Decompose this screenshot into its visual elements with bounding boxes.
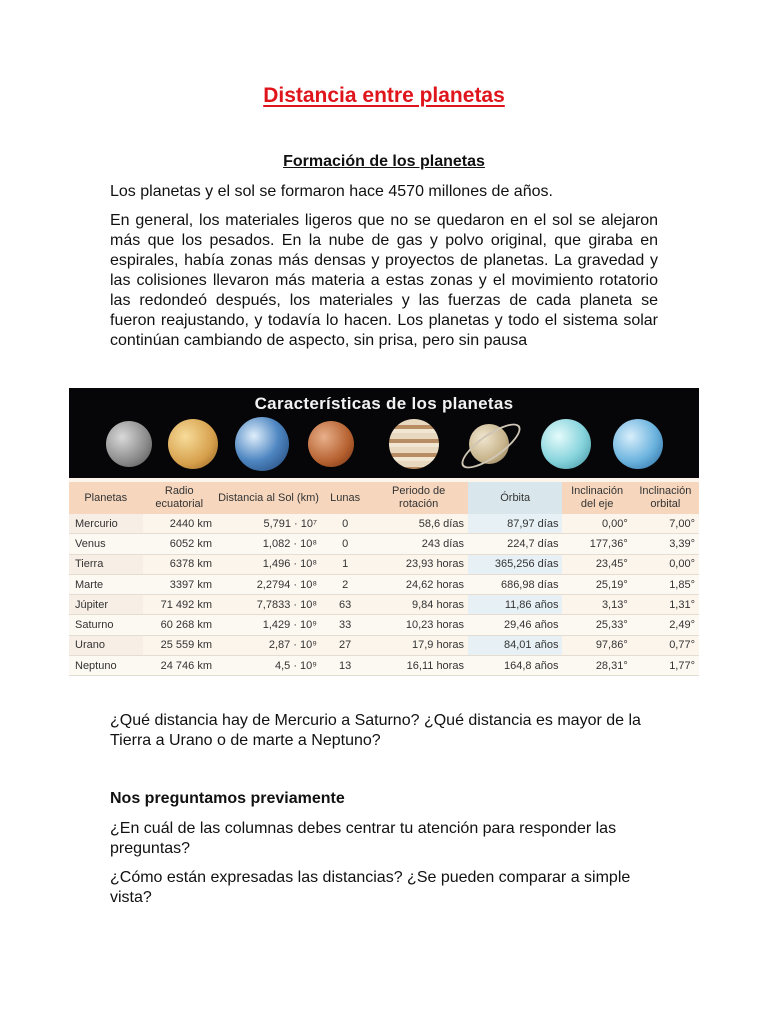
table-cell: 686,98 días [468,574,562,594]
table-cell: Venus [69,534,143,554]
earth-icon [235,417,289,471]
section-title: Formación de los planetas [283,153,485,170]
table-cell: 0 [321,514,369,534]
table-row [69,574,699,594]
table-cell: 0,00° [562,514,631,534]
table-cell: 0 [321,534,369,554]
question-expression: ¿Cómo están expresadas las distancias? ¿Se pueden comparar a simple vista? [110,869,631,906]
table-cell: 71 492 km [143,595,217,615]
table-cell: 1,496 · 10⁸ [216,554,321,574]
table-cell: 9,84 horas [369,595,468,615]
mars-icon [308,421,354,467]
uranus-icon [541,419,591,469]
planets-banner-title: Características de los planetas [254,394,514,413]
table-cell: 28,31° [562,656,631,676]
table-cell: 25,19° [562,574,631,594]
mercury-icon [106,421,152,467]
table-cell: 0,77° [632,635,699,655]
table-row [69,534,699,554]
table-cell: 60 268 km [143,615,217,635]
table-cell: 33 [321,615,369,635]
table-cell: 27 [321,635,369,655]
table-cell: 2,49° [632,615,699,635]
table-cell: Tierra [69,554,143,574]
intro-paragraph: Los planetas y el sol se formaron hace 4570 millones de años. [110,183,553,200]
document-title: Distancia entre planetas [263,84,505,107]
previous-questions-heading: Nos preguntamos previamente [110,790,345,807]
table-header-cell: Planetas [69,482,143,514]
table-cell: 1 [321,554,369,574]
table-cell: 63 [321,595,369,615]
table-cell: 5,791 · 10⁷ [216,514,321,534]
table-body [69,514,699,676]
table-row [69,514,699,534]
planets-banner [69,388,699,478]
jupiter-icon [389,419,439,469]
table-header-cell: Inclinación del eje [562,482,631,514]
formation-paragraph: En general, los materiales ligeros que no se quedaron en el sol se alejaron más que los pesados. En la nube de gas y polvo original, que giraba en espirales, había zonas más densas y proyectos de planetas. La gravedad y las colisiones llevaron más materia a estas zonas y el movimiento rotatorio las redondeó después, los materiales y las fuerzas de cada planeta se fueron reajustando, y todavía lo hacen. Los planetas y todo el sistema solar continúan cambiando de aspecto, sin prisa, pero sin pausa [110,212,658,349]
table-cell: 25,33° [562,615,631,635]
table-cell: 23,93 horas [369,554,468,574]
table-row [69,635,699,655]
table-cell: 2440 km [143,514,217,534]
table-header-cell: Lunas [321,482,369,514]
table-cell: 84,01 años [468,635,562,655]
table-cell: 1,85° [632,574,699,594]
planet-characteristics-image [69,388,699,676]
table-cell: Marte [69,574,143,594]
table-cell: 224,7 días [468,534,562,554]
neptune-icon [613,419,663,469]
venus-icon [168,419,218,469]
table-cell: 2 [321,574,369,594]
table-cell: 10,23 horas [369,615,468,635]
table-cell: 4,5 · 10⁹ [216,656,321,676]
table-cell: 243 días [369,534,468,554]
table-cell: 2,2794 · 10⁸ [216,574,321,594]
table-cell: 25 559 km [143,635,217,655]
table-row [69,595,699,615]
table-cell: 177,36° [562,534,631,554]
table-cell: 87,97 días [468,514,562,534]
table-row [69,615,699,635]
table-cell: 17,9 horas [369,635,468,655]
table-cell: Júpiter [69,595,143,615]
table-header-row [69,482,699,514]
table-cell: 164,8 años [468,656,562,676]
table-header-cell: Radio ecuatorial [143,482,217,514]
table-cell: Urano [69,635,143,655]
question-columns: ¿En cuál de las columnas debes centrar tu atención para responder las preguntas? [110,820,617,857]
table-row [69,656,699,676]
table-cell: Neptuno [69,656,143,676]
table-cell: 365,256 días [468,554,562,574]
table-cell: 7,00° [632,514,699,534]
table-header-cell: Periodo de rotación [369,482,468,514]
table-cell: 58,6 días [369,514,468,534]
table-cell: 3397 km [143,574,217,594]
table-cell: 2,87 · 10⁹ [216,635,321,655]
question-distances: ¿Qué distancia hay de Mercurio a Saturno? ¿Qué distancia es mayor de la Tierra a Urano o de marte a Neptuno? [110,712,641,749]
table-cell: 16,11 horas [369,656,468,676]
table-cell: 11,86 años [468,595,562,615]
table-header-cell: Inclinación orbital [632,482,699,514]
table-cell: 6378 km [143,554,217,574]
table-cell: 6052 km [143,534,217,554]
planets-table [69,482,699,676]
table-cell: 29,46 años [468,615,562,635]
table-cell: 1,429 · 10⁹ [216,615,321,635]
table-cell: 3,13° [562,595,631,615]
table-cell: 24 746 km [143,656,217,676]
table-cell: 7,7833 · 10⁸ [216,595,321,615]
table-cell: 1,082 · 10⁸ [216,534,321,554]
table-header-cell: Distancia al Sol (km) [216,482,321,514]
table-cell: 24,62 horas [369,574,468,594]
table-cell: 0,00° [632,554,699,574]
table-row [69,554,699,574]
table-cell: Mercurio [69,514,143,534]
table-cell: Saturno [69,615,143,635]
table-cell: 1,31° [632,595,699,615]
table-cell: 97,86° [562,635,631,655]
table-header-cell: Órbita [468,482,562,514]
table-cell: 3,39° [632,534,699,554]
table-cell: 13 [321,656,369,676]
table-cell: 23,45° [562,554,631,574]
table-cell: 1,77° [632,656,699,676]
